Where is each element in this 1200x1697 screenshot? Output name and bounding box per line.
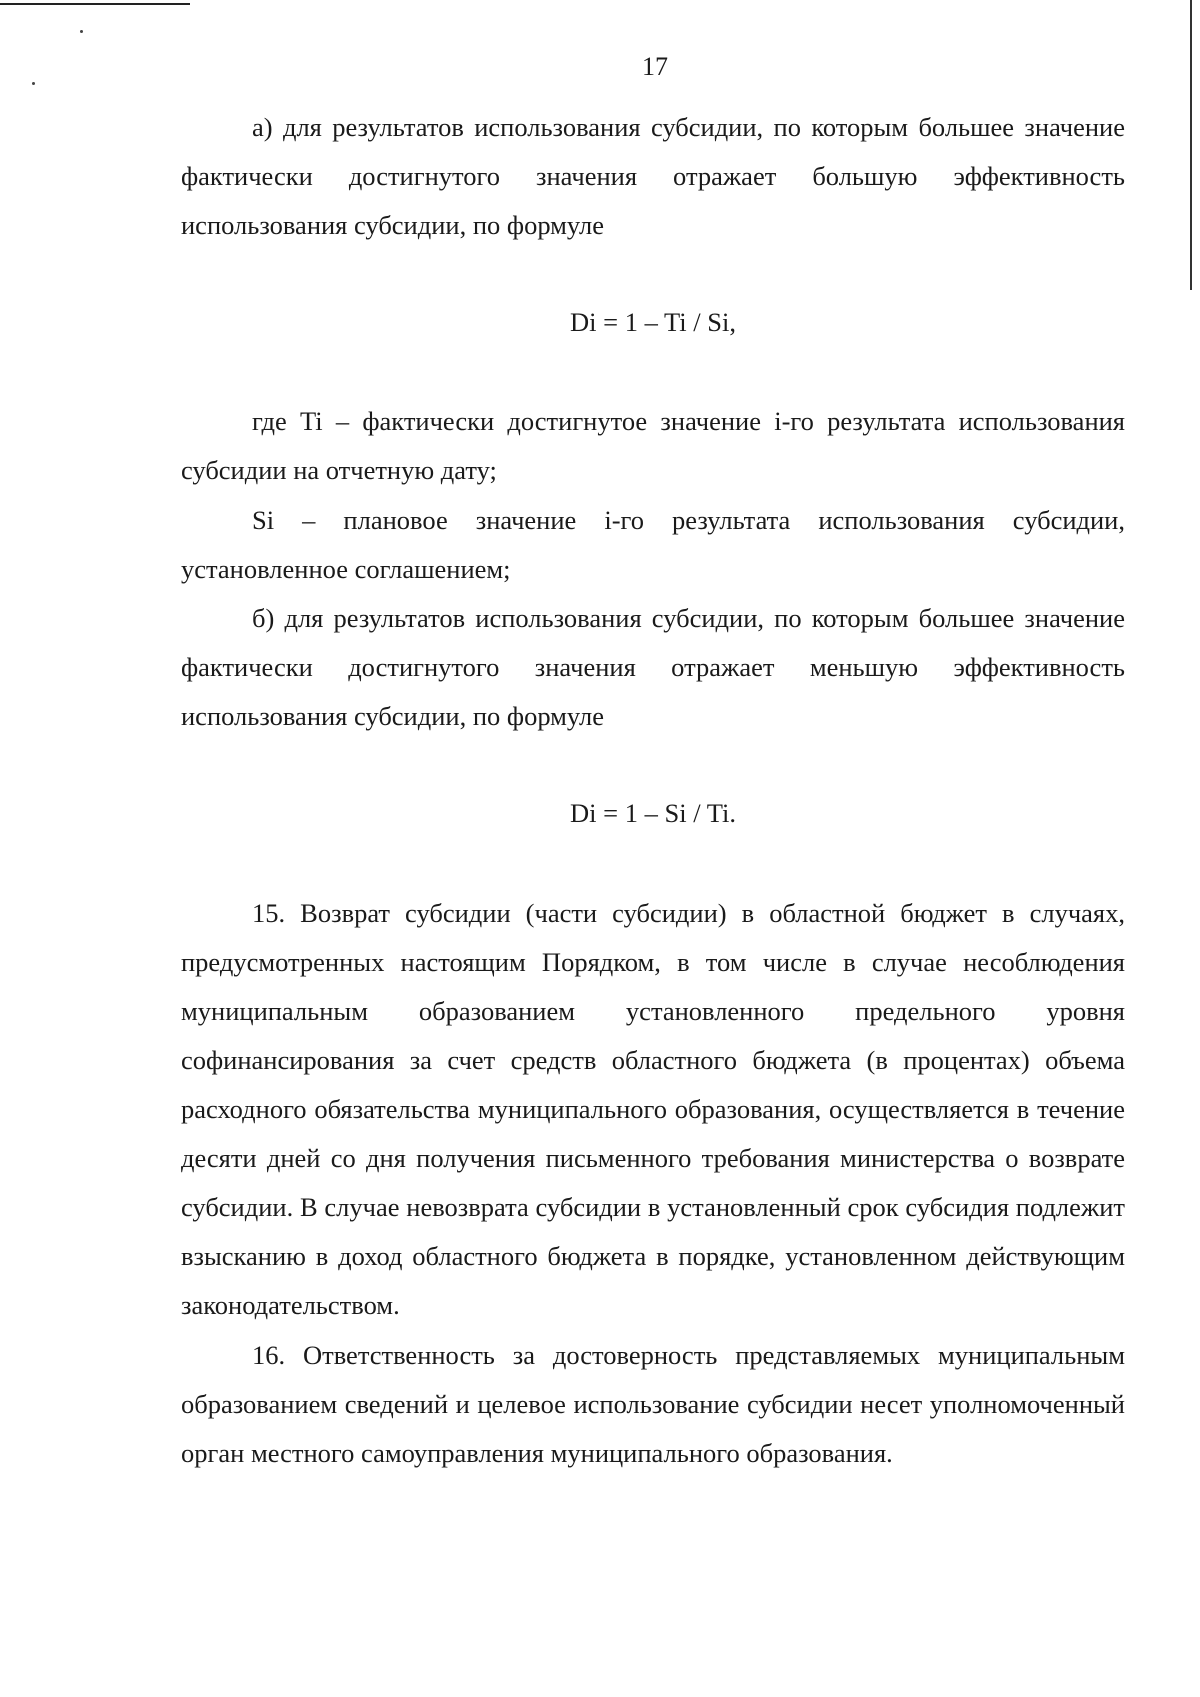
formula-2: Di = 1 – Si / Ti. (570, 798, 736, 828)
formula-1: Di = 1 – Ti / Si, (570, 307, 736, 337)
page-number: 17 (642, 52, 668, 81)
item-15: 15. Возврат субсидии (части субсидии) в областной бюджет в случаях, предусмотренных настоящим Порядком, в том числе в случае несоблюдения муниципальным образованием установленного предельного уровня софинансирования за счет средств областного бюджета (в процентах) объема расходного обязательства муниципального образования, осуществляется в течение десяти дней со дня получения письменного требования министерства о возврате субсидии. В случае невозврата субсидии в установленный срок субсидия подлежит взысканию в доход областного бюджета в порядке, установленном действующим законодательством. (181, 898, 1125, 1320)
definition-ti: где Ti – фактически достигнутое значение i-го результата использования субсидии на отчетную дату; (181, 406, 1125, 485)
paragraph-a: а) для результатов использования субсидии, по которым большее значение фактически достигнутого значения отражает большую эффективность использования субсидии, по формуле (181, 112, 1125, 240)
scan-edge-top (0, 3, 190, 5)
paragraph-b: б) для результатов использования субсидии, по которым большее значение фактически достигнутого значения отражает меньшую эффективность использования субсидии, по формуле (181, 603, 1125, 731)
scan-speck (80, 30, 83, 33)
scan-edge-right (1190, 0, 1192, 290)
item-16: 16. Ответственность за достоверность представляемых муниципальным образованием сведений и целевое использование субсидии несет уполномоченный орган местного самоуправления муниципального образования. (181, 1340, 1125, 1468)
definition-si: Si – плановое значение i-го результата использования субсидии, установленное соглашением; (181, 505, 1125, 584)
scan-speck (32, 82, 35, 85)
